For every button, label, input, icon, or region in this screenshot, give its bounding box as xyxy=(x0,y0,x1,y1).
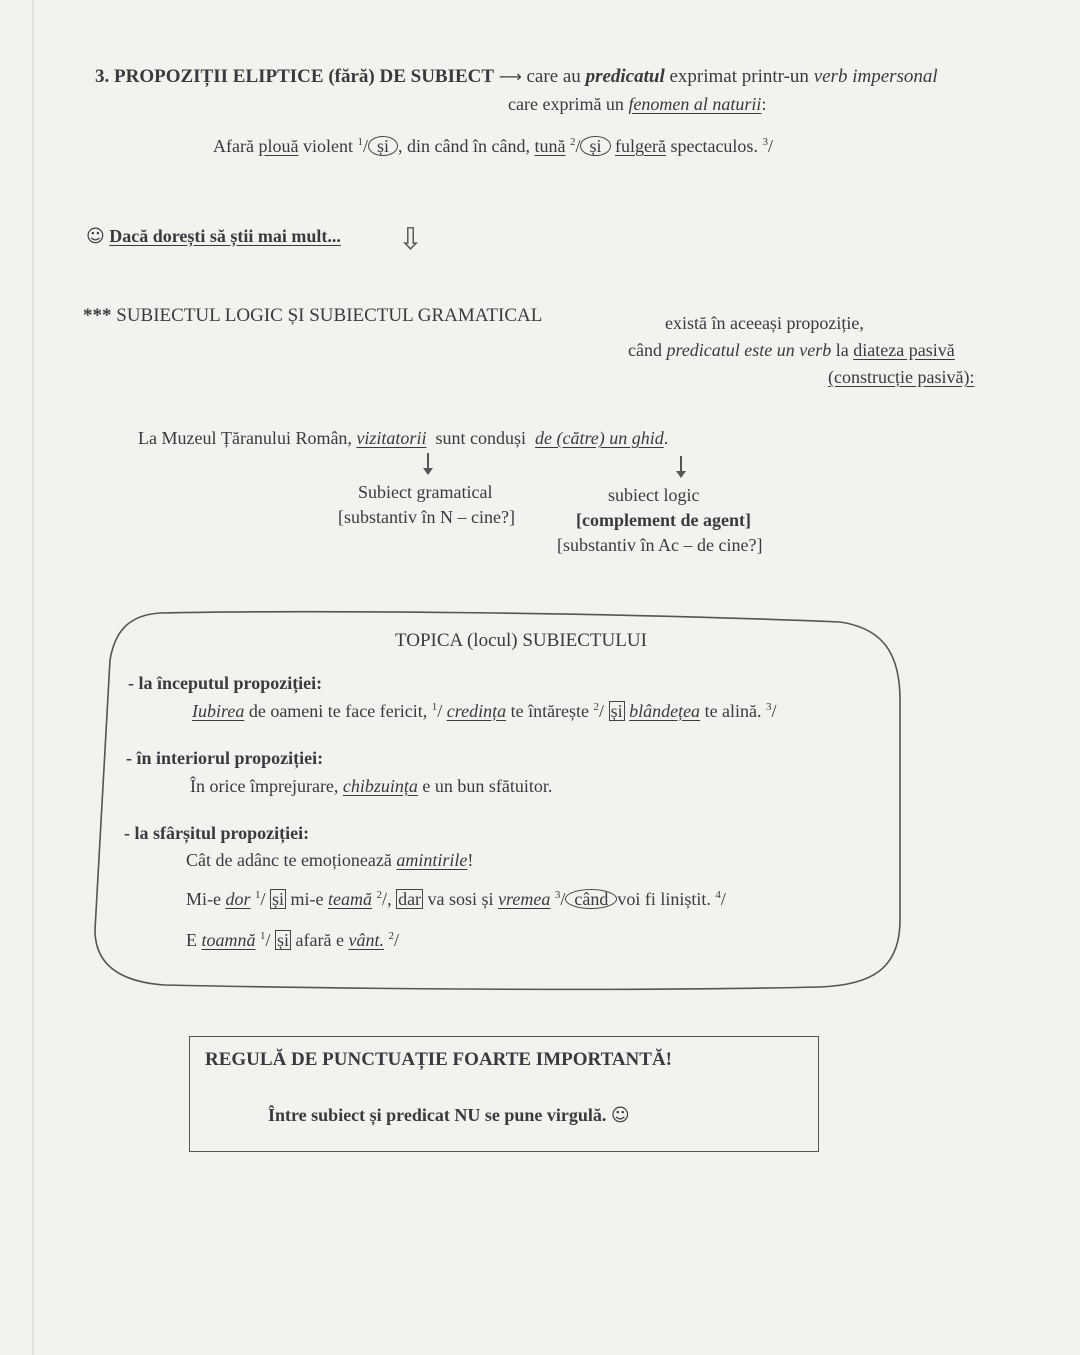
exp-diateza: diateza pasivă xyxy=(853,340,955,360)
definition-part1: care au xyxy=(526,66,581,87)
example-predicate: plouă xyxy=(258,136,299,156)
definition-line2-underlined: fenomen al naturii xyxy=(628,94,762,114)
example-predicate: fulgeră xyxy=(615,136,666,156)
conjunction-circle: și xyxy=(580,136,610,156)
end-example-2: Mi-e dor $^1$/ și mi-e teamă $^2$/, dar va sosi și vremea $^3$/ când voi fi liniștit. $^4$/ xyxy=(186,889,726,909)
rule-title: REGULĂ DE PUNCTUAȚIE FOARTE IMPORTANTĂ! xyxy=(205,1049,673,1070)
arrow-down-icon xyxy=(427,453,429,469)
clause-marker: 1 xyxy=(260,930,266,942)
text: mi-e xyxy=(290,889,324,909)
clause-marker: 4 xyxy=(715,889,721,901)
clause-marker: 2 xyxy=(388,930,394,942)
text: va sosi și xyxy=(427,889,494,909)
rule-box xyxy=(189,1036,819,1152)
text: ! xyxy=(467,850,474,870)
more-text: Dacă dorești să știi mai mult... xyxy=(109,226,341,246)
exp-prefix: când xyxy=(628,340,662,360)
subject: teamă xyxy=(328,889,373,909)
definition-part2: exprimat printr-un xyxy=(669,66,809,87)
clause-marker: 2 xyxy=(593,701,600,713)
logical-explanation-1: există în aceeași propoziție, xyxy=(665,313,864,333)
right-bold: [complement de agent] xyxy=(576,510,751,530)
section-3-example: Afară plouă violent $^1$/ și , din când în când, tună $^2$/ și fulgeră spectaculos. $^3$/ xyxy=(213,136,773,156)
subject: vânt. xyxy=(348,930,384,950)
example-word: , din când în când, xyxy=(398,136,530,156)
definition-line2-suffix: : xyxy=(761,94,767,114)
definition-verb: verb impersonal xyxy=(813,66,938,87)
text: e un bun sfătuitor. xyxy=(422,776,553,796)
smiley-icon: ☺ xyxy=(86,226,105,247)
topica-box-outline xyxy=(0,600,1080,1000)
clause-marker: 2 xyxy=(376,889,383,901)
subject: vremea xyxy=(498,889,551,909)
subject: credința xyxy=(446,701,507,721)
conjunction-circle: când xyxy=(565,889,617,909)
grammatical-subject: vizitatorii xyxy=(356,428,427,448)
middle-example xyxy=(190,776,552,797)
exp-mid: la xyxy=(835,340,849,360)
clause-marker: 3 xyxy=(762,136,768,148)
rule-text-line xyxy=(268,1105,630,1126)
subject: amintirile xyxy=(396,850,468,870)
start-label: - la începutul propoziției: xyxy=(128,673,323,693)
text: În orice împrejurare, xyxy=(190,776,339,796)
right-sub: [substantiv în Ac – de cine?] xyxy=(557,535,763,555)
passive-verb: sunt conduși xyxy=(435,428,526,448)
rule-text: Între subiect și predicat NU se pune virgulă. xyxy=(268,1105,607,1125)
text: E xyxy=(186,930,197,950)
topica-title: TOPICA (locul) SUBIECTULUI xyxy=(395,630,647,651)
left-sub: [substantiv în N – cine?] xyxy=(338,507,515,527)
left-label: Subiect gramatical xyxy=(358,482,493,502)
section-3-heading-line xyxy=(95,66,938,88)
more-line xyxy=(86,226,341,247)
text: Cât de adânc te emoționează xyxy=(186,850,392,870)
middle-label: - în interiorul propoziției: xyxy=(126,748,324,768)
conjunction-box: și xyxy=(277,930,290,950)
example-word: Afară xyxy=(213,136,254,156)
logical-explanation-2 xyxy=(628,340,955,361)
text: te întărește xyxy=(510,701,590,721)
text: de oameni te face fericit, xyxy=(248,701,428,721)
text: Mi-e xyxy=(186,889,221,909)
text: , xyxy=(387,889,392,909)
definition-line2-prefix: care exprimă un xyxy=(508,94,624,114)
subject: Iubirea xyxy=(192,701,245,721)
clause-marker: 3 xyxy=(554,889,561,901)
conjunction-box: dar xyxy=(398,889,422,909)
subject: dor xyxy=(225,889,251,909)
end-example-3: E toamnă $^1$/ și afară e vânt. $^2$/ xyxy=(186,930,399,950)
definition-predicat: predicatul xyxy=(585,66,665,87)
end-label: - la sfârșitul propoziției: xyxy=(124,823,310,843)
text: afară e xyxy=(295,930,344,950)
text: voi fi liniștit. xyxy=(617,889,711,909)
clause-marker: 1 xyxy=(357,136,363,148)
smiley-icon: ☺ xyxy=(610,1105,630,1126)
subject: blândețea xyxy=(629,701,701,721)
right-arrow-icon: ⟶ xyxy=(498,67,522,86)
logical-example-sentence xyxy=(138,428,668,449)
sentence-end: . xyxy=(663,428,669,448)
down-arrow-icon: ⇩ xyxy=(398,222,424,257)
stars: *** xyxy=(83,305,112,326)
logical-heading: SUBIECTUL LOGIC ȘI SUBIECTUL GRAMATICAL xyxy=(116,305,543,326)
definition-line2 xyxy=(508,94,766,115)
subject: toamnă xyxy=(201,930,256,950)
right-label: subiect logic xyxy=(608,485,700,505)
clause-marker: 2 xyxy=(569,136,576,148)
logical-explanation-3: (construcție pasivă): xyxy=(828,367,975,387)
clause-marker: 1 xyxy=(431,701,438,713)
conjunction-circle: și xyxy=(368,136,398,156)
start-example: Iubirea de oameni te face fericit, $^1$/ credința te întărește $^2$/ și blândețea te alină. $^3$/ xyxy=(192,701,777,721)
logical-heading-line xyxy=(83,305,542,327)
text: te alină. xyxy=(704,701,762,721)
arrow-down-icon xyxy=(680,456,682,472)
section-3-heading: 3. PROPOZIȚII ELIPTICE (fără) DE SUBIECT xyxy=(95,66,495,87)
logical-subject: de (către) un ghid xyxy=(534,428,664,448)
clause-marker: 3 xyxy=(766,701,772,713)
example-word: spectaculos. xyxy=(670,136,758,156)
example-predicate: tună xyxy=(534,136,566,156)
conjunction-box: și xyxy=(272,889,285,909)
sentence-start: La Muzeul Țăranului Român, xyxy=(138,428,352,448)
exp-italic: predicatul este un verb xyxy=(666,340,832,360)
conjunction-box: și xyxy=(610,701,623,721)
clause-marker: 1 xyxy=(255,889,261,901)
example-word: violent xyxy=(302,136,353,156)
subject: chibzuința xyxy=(342,776,418,796)
end-example-1 xyxy=(186,850,473,871)
